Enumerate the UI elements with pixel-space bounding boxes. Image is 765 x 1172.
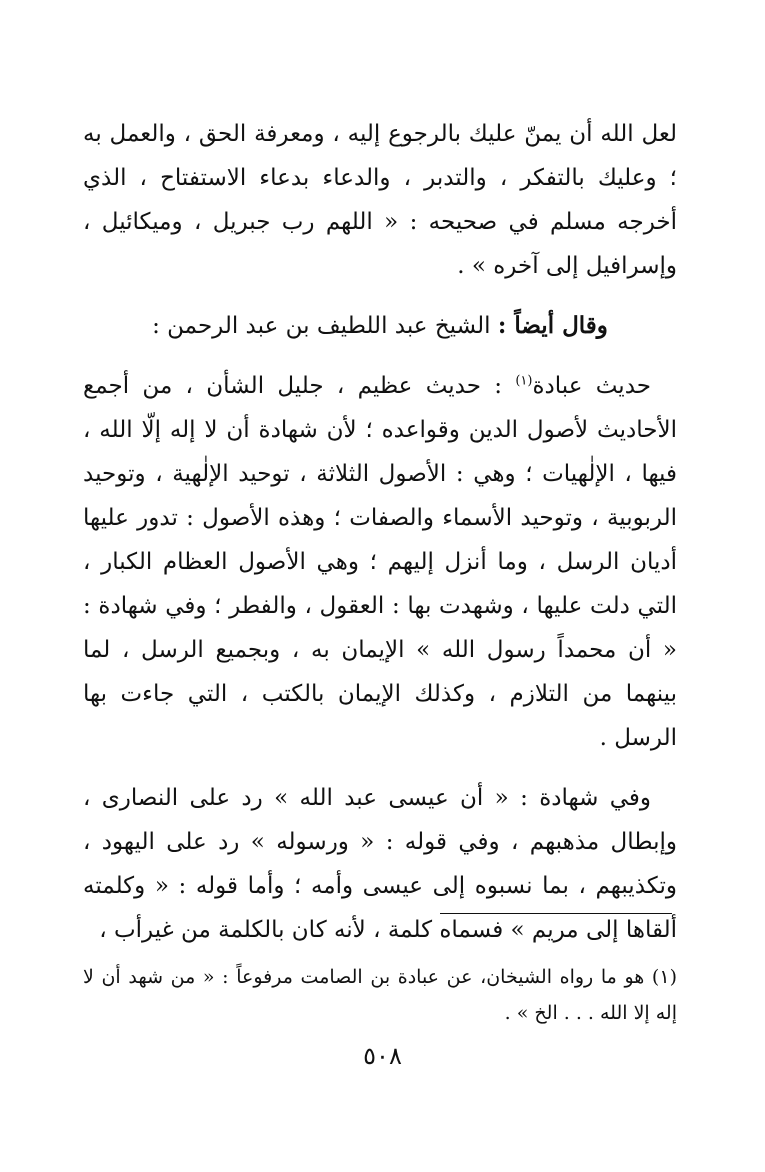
paragraph-1: لعل الله أن يمنّ عليك بالرجوع إليه ، ومعرفة الحق ، والعمل به ؛ وعليك بالتفكر ، والتدبر ، والدعاء بدعاء الاستفتاح ، الذي أخرجه مسلم في صحيحه : « اللهم رب جبريل ، وميكائيل ، وإسرافيل إلى آخره » . bbox=[83, 121, 677, 279]
main-text bbox=[83, 112, 677, 968]
heading-lead: وقال أيضاً : bbox=[497, 312, 608, 339]
footnote: (١) هو ما رواه الشيخان، عن عبادة بن الصامت مرفوعاً : « من شهد أن لا إله إلا الله . . . الخ » . bbox=[83, 966, 677, 1024]
footnote-divider bbox=[440, 913, 672, 914]
paragraph-2-rest: : حديث عظيم ، جليل الشأن ، من أجمع الأحاديث لأصول الدين وقواعده ؛ لأن شهادة أن لا إله إلّا الله ، فيها ، الإلٰهيات ؛ وهي : الأصول الثلاثة ، توحيد الإلٰهية ، وتوحيد الربوبية ، وتوحيد الأسماء والصفات ؛ وهذه الأصول : تدور عليها أديان الرسل ، وما أنزل إليهم ؛ وهي الأصول العظام الكبار ، التي دلت عليها ، وشهدت بها : العقول ، والفطر ؛ وفي شهادة : « أن محمداً رسول الله » الإيمان به ، وبجميع الرسل ، لما بينهما من التلازم ، وكذلك الإيمان بالكتب ، التي جاءت بها الرسل . bbox=[83, 373, 677, 751]
paragraph-2 bbox=[83, 364, 677, 760]
heading-rest: الشيخ عبد اللطيف بن عبد الرحمن : bbox=[152, 313, 491, 339]
paragraph-2-start: حديث عبادة bbox=[532, 373, 652, 399]
page-number: ٥٠٨ bbox=[363, 1042, 402, 1070]
footnote-reference[interactable]: (١) bbox=[515, 373, 533, 389]
paragraph-3: وفي شهادة : « أن عيسى عبد الله » رد على النصارى ، وإبطال مذهبهم ، وفي قوله : « ورسوله » رد على اليهود ، وتكذيبهم ، بما نسبوه إلى عيسى وأمه ؛ وأما قوله : « وكلمته ألقاها إلى مريم » فسماه كلمة ، لأنه كان بالكلمة من غيرأب ، bbox=[83, 785, 677, 943]
section-heading bbox=[83, 304, 677, 348]
